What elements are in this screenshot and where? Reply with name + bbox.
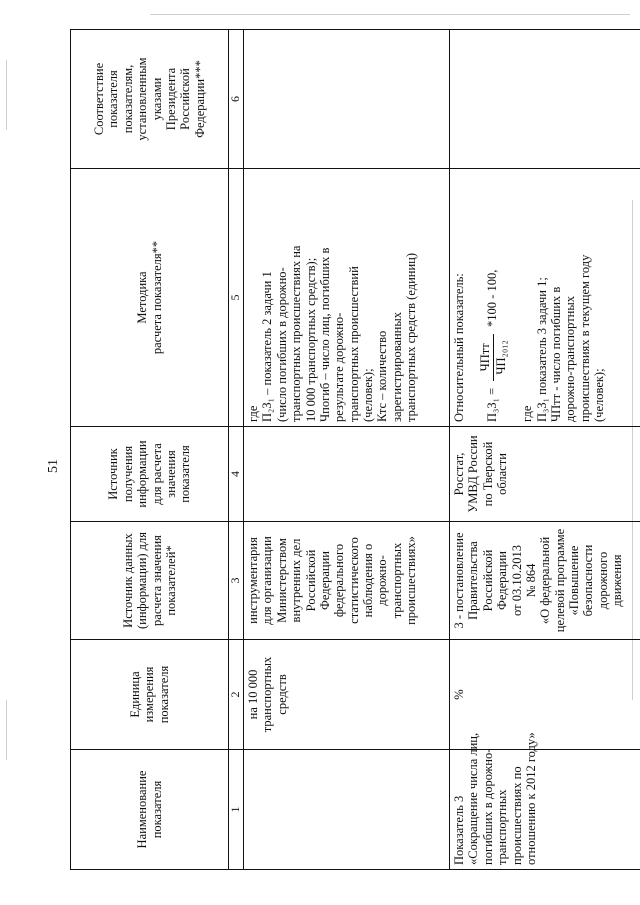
method-intro: Относительный показатель: (452, 273, 466, 422)
column-number: 3 (229, 522, 244, 640)
formula-numerator: ЧПтт (478, 334, 493, 381)
row1-data-source-cell: инструментария для организации Министерством внутренних дел Российской Федерации федерального статистического наблюдения о дорожно- транспортных происшествиях» (244, 522, 450, 640)
header-unit: Единица измерения показателя (71, 640, 229, 750)
header-data-source: Источник данных (информации) для расчета значения показателей* (71, 522, 229, 640)
indicator-table (70, 29, 640, 870)
row1-method-cell: где П₂З₁ – показатель 2 задачи 1 (число погибших в дорожно- транспортных происшествиях на 10 000 транспортных средств); Чпогиб – число лиц, погибших в результате дорожно- транспортных происшествий (человек); Ктс – количество зарегистрированных транспортных средств (единиц) (244, 169, 450, 427)
formula-left: П₃З₁ (485, 397, 500, 422)
row1-name-cell (244, 750, 450, 870)
formula-denominator: ЧП₂₀₁₂ (493, 340, 508, 375)
scan-edge-left (6, 60, 7, 130)
row1-unit-cell: на 10 000 транспортных средств (244, 640, 450, 750)
formula-tail: *100 - 100, (485, 269, 500, 327)
header-indicator-name: Наименование показателя (71, 750, 229, 870)
header-method: Методика расчета показателя** (71, 169, 229, 427)
row2-method-cell: Относительный показатель: П₃З₁ = ЧПтт ЧП₂₀₁₂ *100 - 100, где П₃З₁ показатель 3 задачи 1; ЧПтт - число погибших в дорожно-транспортных происшествиях в текущем году (человек); (450, 169, 640, 427)
formula-fraction (478, 334, 508, 381)
column-number: 1 (229, 750, 244, 870)
row2-info-source-cell: Росстат, УМВД России по Тверской области (450, 427, 640, 522)
scan-edge-left-lower (6, 700, 7, 760)
row2-unit-cell: % (450, 640, 640, 750)
page-number: 51 (46, 459, 61, 473)
header-info-source: Источник получения информации для расчета значения показателя (71, 427, 229, 522)
ratio-formula (478, 173, 508, 422)
row1-info-source-cell (244, 427, 450, 522)
scan-edge-top (150, 14, 630, 15)
table-row (244, 30, 450, 870)
column-number: 6 (229, 30, 244, 169)
rotated-table-wrapper (70, 30, 640, 870)
header-compliance: Соответствие показателя показателям, установленным указами Президента Российской Федерации*** (71, 30, 229, 169)
column-number: 5 (229, 169, 244, 427)
column-number: 4 (229, 427, 244, 522)
column-number-row (229, 30, 244, 870)
column-number: 2 (229, 640, 244, 750)
row1-compliance-cell (244, 30, 450, 169)
header-row (71, 30, 229, 870)
row2-name-cell: Показатель 3 «Сокращение числа лиц, погибших в дорожно- транспортных происшествиях по отношению к 2012 году» (450, 750, 640, 870)
table-row (450, 30, 640, 870)
row2-compliance-cell (450, 30, 640, 169)
row2-data-source-cell: 3 - постановление Правительства Российской Федерации от 03.10.2013 № 864 «О федеральной целевой программе «Повышение безопасности дорожного движения (450, 522, 640, 640)
formula-equals: = (485, 387, 500, 395)
